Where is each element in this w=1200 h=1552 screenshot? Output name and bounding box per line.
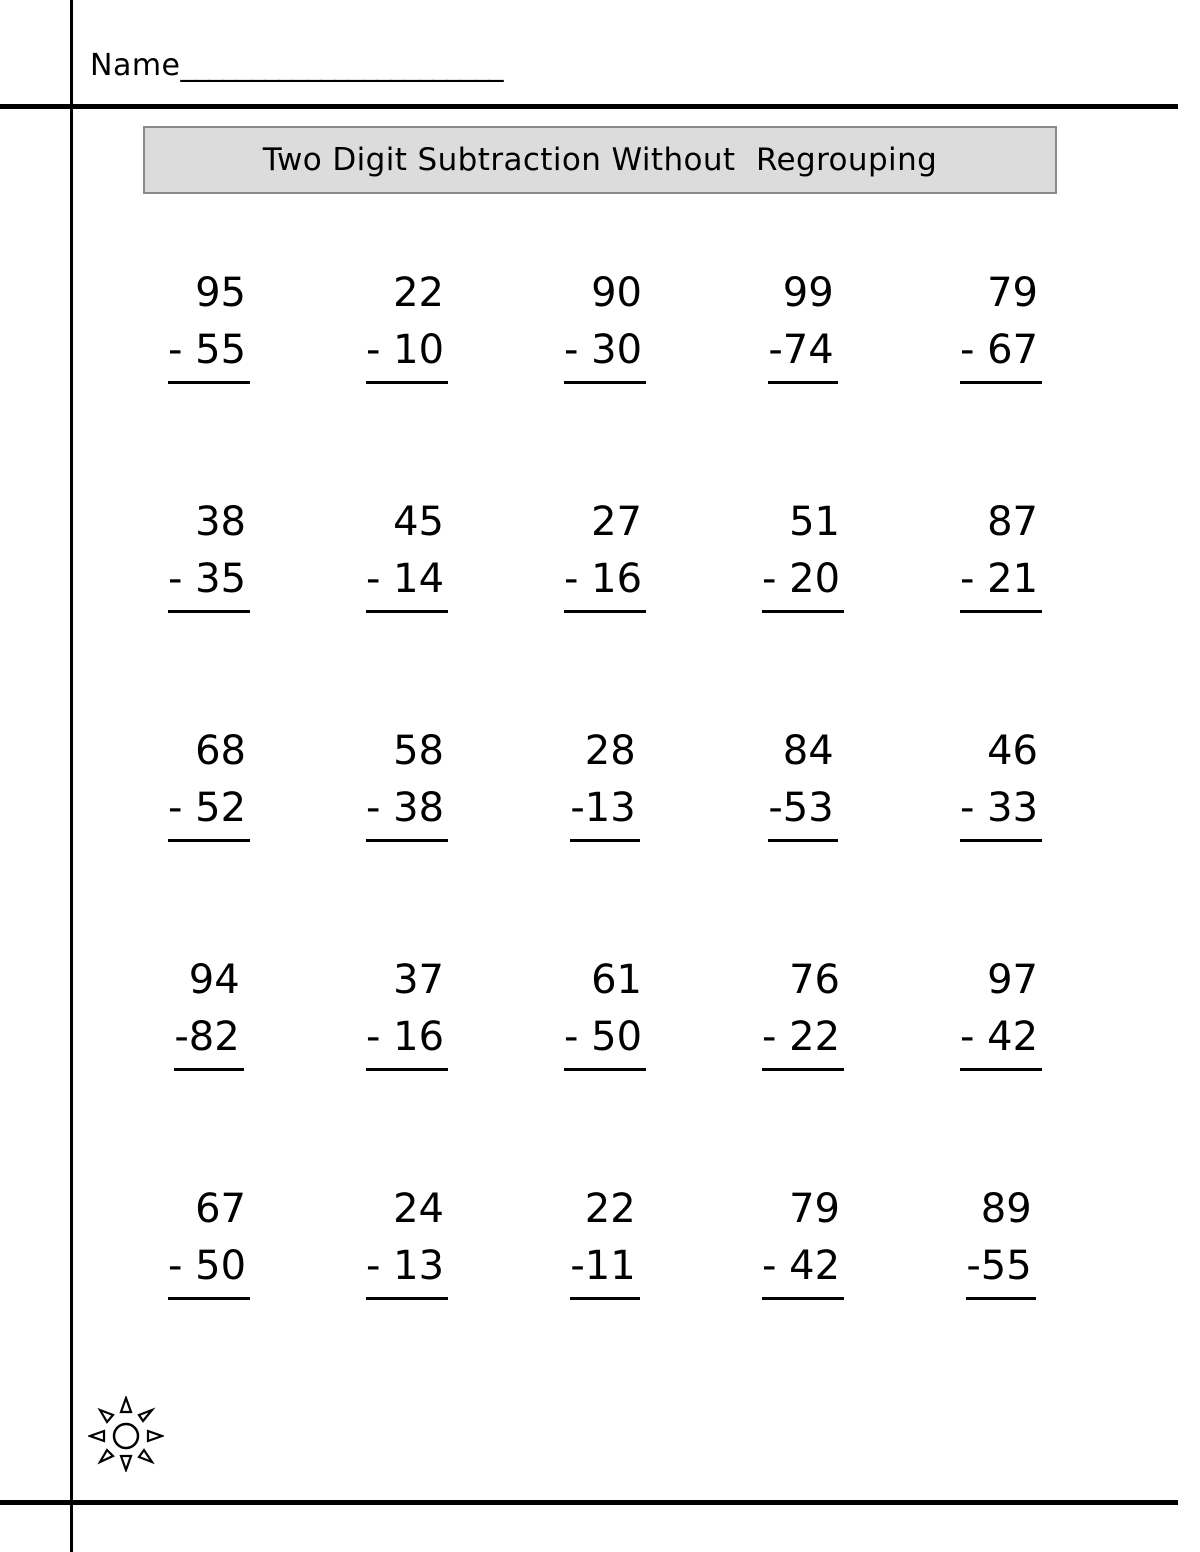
answer-space[interactable] xyxy=(545,1071,665,1131)
name-field-row xyxy=(90,48,503,83)
subtrahend: - 67 xyxy=(960,322,1042,384)
page-title: Two Digit Subtraction Without Regrouping xyxy=(262,142,938,178)
problem-cell xyxy=(902,723,1100,952)
subtrahend: - 42 xyxy=(762,1238,844,1300)
problem-row xyxy=(110,952,1100,1181)
subtrahend: - 16 xyxy=(366,1009,448,1071)
answer-space[interactable] xyxy=(941,384,1061,444)
subtraction-problem xyxy=(168,1181,250,1300)
problem-cell xyxy=(308,494,506,723)
minuend: 76 xyxy=(789,957,841,1003)
subtrahend: - 14 xyxy=(366,551,448,613)
subtrahend: - 10 xyxy=(366,322,448,384)
subtrahend: -82 xyxy=(174,1009,243,1071)
header-divider-rule xyxy=(0,104,1178,109)
problem-row xyxy=(110,723,1100,952)
subtrahend: - 42 xyxy=(960,1009,1042,1071)
problem-cell xyxy=(110,952,308,1181)
answer-space[interactable] xyxy=(545,613,665,673)
minuend: 61 xyxy=(591,957,643,1003)
answer-space[interactable] xyxy=(149,613,269,673)
subtrahend: - 22 xyxy=(762,1009,844,1071)
minuend: 99 xyxy=(782,270,834,316)
problem-row xyxy=(110,1181,1100,1410)
subtraction-problem xyxy=(366,494,448,613)
subtrahend: - 50 xyxy=(564,1009,646,1071)
subtraction-problem xyxy=(366,1181,448,1300)
answer-space[interactable] xyxy=(941,1300,1061,1360)
name-label: Name xyxy=(90,48,181,83)
problem-cell xyxy=(308,1181,506,1410)
subtrahend: - 16 xyxy=(564,551,646,613)
subtrahend: -13 xyxy=(570,780,639,842)
subtrahend: -11 xyxy=(570,1238,639,1300)
minuend: 94 xyxy=(188,957,240,1003)
answer-space[interactable] xyxy=(941,613,1061,673)
answer-space[interactable] xyxy=(545,384,665,444)
subtraction-problem xyxy=(768,723,837,842)
subtrahend: - 30 xyxy=(564,322,646,384)
minuend: 38 xyxy=(195,499,247,545)
subtraction-problem xyxy=(966,1181,1035,1300)
subtrahend: - 50 xyxy=(168,1238,250,1300)
answer-space[interactable] xyxy=(743,1300,863,1360)
problem-cell xyxy=(704,1181,902,1410)
minuend: 87 xyxy=(987,499,1039,545)
answer-space[interactable] xyxy=(149,1300,269,1360)
answer-space[interactable] xyxy=(149,842,269,902)
subtrahend: - 21 xyxy=(960,551,1042,613)
problem-cell xyxy=(110,494,308,723)
answer-space[interactable] xyxy=(149,384,269,444)
sun-doodle-icon xyxy=(88,1396,164,1472)
minuend: 27 xyxy=(591,499,643,545)
problem-cell xyxy=(308,265,506,494)
subtraction-problem xyxy=(960,952,1042,1071)
minuend: 22 xyxy=(393,270,445,316)
subtraction-problem xyxy=(366,723,448,842)
problem-row xyxy=(110,265,1100,494)
answer-space[interactable] xyxy=(149,1071,269,1131)
minuend: 89 xyxy=(980,1186,1032,1232)
minuend: 28 xyxy=(584,728,636,774)
minuend: 67 xyxy=(195,1186,247,1232)
minuend: 84 xyxy=(782,728,834,774)
problem-cell xyxy=(110,1181,308,1410)
answer-space[interactable] xyxy=(347,1071,467,1131)
subtrahend: - 55 xyxy=(168,322,250,384)
answer-space[interactable] xyxy=(941,1071,1061,1131)
answer-space[interactable] xyxy=(941,842,1061,902)
problem-cell xyxy=(308,952,506,1181)
problem-cell xyxy=(902,952,1100,1181)
subtrahend: - 35 xyxy=(168,551,250,613)
minuend: 97 xyxy=(987,957,1039,1003)
footer-divider-rule xyxy=(0,1500,1178,1505)
minuend: 95 xyxy=(195,270,247,316)
subtraction-problem xyxy=(762,494,844,613)
problem-grid xyxy=(110,265,1100,1410)
subtraction-problem xyxy=(564,494,646,613)
subtraction-problem xyxy=(564,265,646,384)
subtraction-problem xyxy=(570,723,639,842)
problem-cell xyxy=(110,265,308,494)
subtraction-problem xyxy=(564,952,646,1071)
subtraction-problem xyxy=(762,952,844,1071)
minuend: 79 xyxy=(789,1186,841,1232)
subtrahend: - 20 xyxy=(762,551,844,613)
answer-space[interactable] xyxy=(743,384,863,444)
left-margin-rule xyxy=(70,0,73,1552)
subtraction-problem xyxy=(768,265,837,384)
minuend: 58 xyxy=(393,728,445,774)
subtraction-problem xyxy=(960,494,1042,613)
minuend: 79 xyxy=(987,270,1039,316)
subtraction-problem xyxy=(960,723,1042,842)
answer-space[interactable] xyxy=(743,842,863,902)
subtrahend: - 33 xyxy=(960,780,1042,842)
problem-cell xyxy=(506,1181,704,1410)
name-blank-line[interactable]: _______________________ xyxy=(180,48,503,83)
answer-space[interactable] xyxy=(347,842,467,902)
subtrahend: - 13 xyxy=(366,1238,448,1300)
subtraction-problem xyxy=(366,952,448,1071)
answer-space[interactable] xyxy=(347,1300,467,1360)
problem-cell xyxy=(902,494,1100,723)
minuend: 22 xyxy=(584,1186,636,1232)
subtraction-problem xyxy=(168,494,250,613)
subtraction-problem xyxy=(960,265,1042,384)
problem-cell xyxy=(704,265,902,494)
problem-row xyxy=(110,494,1100,723)
subtraction-problem xyxy=(366,265,448,384)
problem-cell xyxy=(704,494,902,723)
title-box xyxy=(143,126,1057,194)
subtraction-problem xyxy=(762,1181,844,1300)
subtraction-problem xyxy=(168,723,250,842)
problem-cell xyxy=(902,265,1100,494)
minuend: 45 xyxy=(393,499,445,545)
problem-cell xyxy=(506,265,704,494)
footer-faint-text xyxy=(360,1516,800,1528)
subtrahend: - 38 xyxy=(366,780,448,842)
subtrahend: -74 xyxy=(768,322,837,384)
problem-cell xyxy=(110,723,308,952)
answer-space[interactable] xyxy=(545,842,665,902)
answer-space[interactable] xyxy=(743,613,863,673)
answer-space[interactable] xyxy=(347,384,467,444)
problem-cell xyxy=(506,494,704,723)
problem-cell xyxy=(704,723,902,952)
subtrahend: -53 xyxy=(768,780,837,842)
subtrahend: -55 xyxy=(966,1238,1035,1300)
minuend: 37 xyxy=(393,957,445,1003)
subtraction-problem xyxy=(570,1181,639,1300)
subtraction-problem xyxy=(174,952,243,1071)
minuend: 24 xyxy=(393,1186,445,1232)
minuend: 51 xyxy=(789,499,841,545)
problem-cell xyxy=(506,723,704,952)
problem-cell xyxy=(704,952,902,1181)
subtrahend: - 52 xyxy=(168,780,250,842)
minuend: 46 xyxy=(987,728,1039,774)
problem-cell xyxy=(308,723,506,952)
problem-cell xyxy=(902,1181,1100,1410)
minuend: 90 xyxy=(591,270,643,316)
answer-space[interactable] xyxy=(347,613,467,673)
problem-cell xyxy=(506,952,704,1181)
answer-space[interactable] xyxy=(545,1300,665,1360)
subtraction-problem xyxy=(168,265,250,384)
minuend: 68 xyxy=(195,728,247,774)
answer-space[interactable] xyxy=(743,1071,863,1131)
